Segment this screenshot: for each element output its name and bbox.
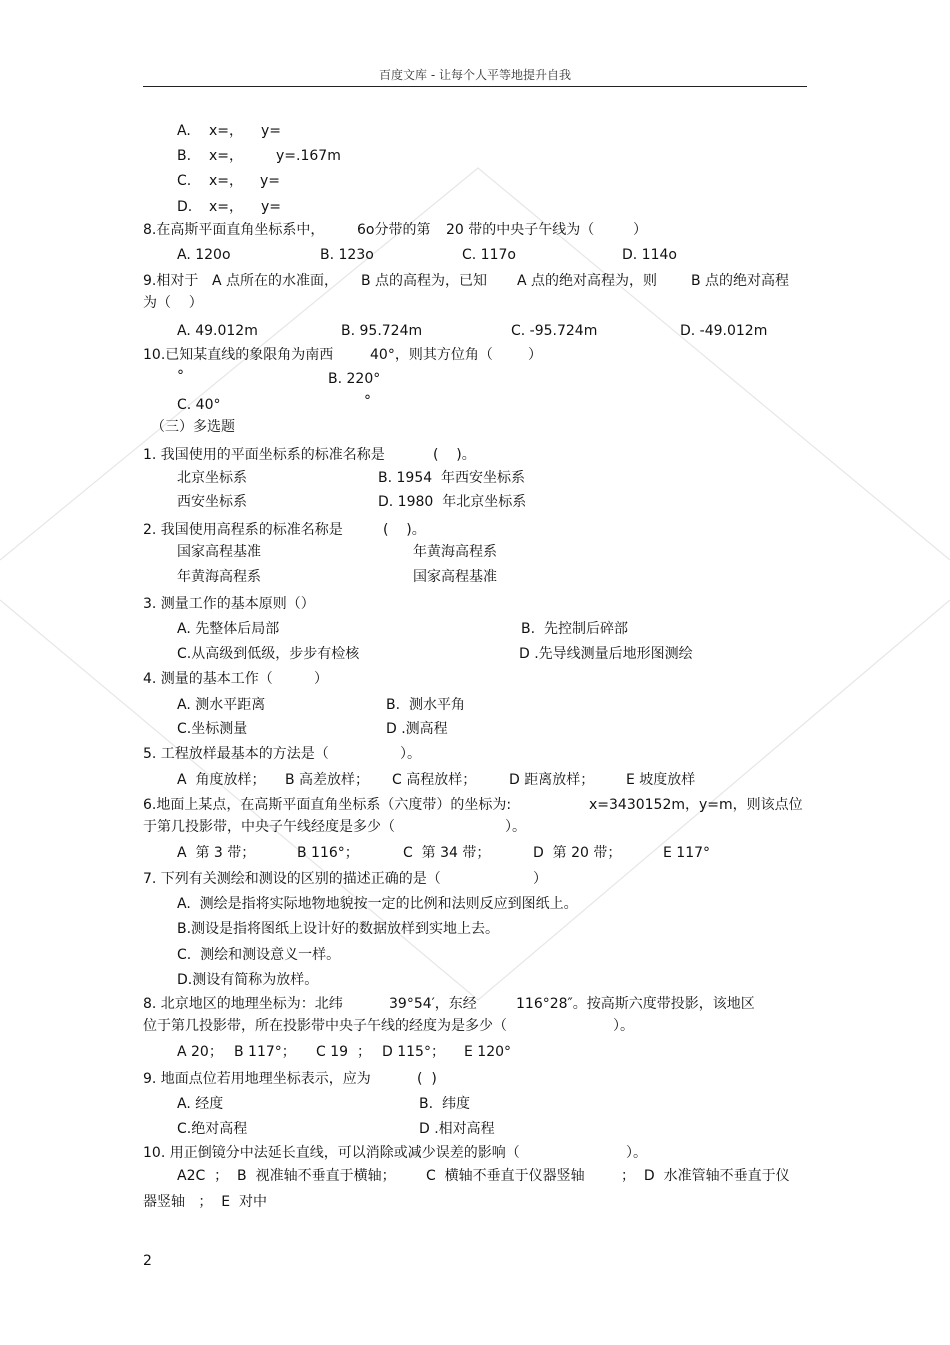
question-stem: 4. 测量的基本工作（ [143,671,273,687]
header-rule [143,86,807,87]
question-stem: ( )。 [383,522,426,538]
option: A. 经度 [177,1096,224,1112]
page-number: 2 [143,1253,152,1269]
option: C. 测绘和测设意义一样。 [177,947,341,963]
option: B. 测水平角 [386,697,465,713]
question-stem: ( )。 [433,447,476,463]
question-stem: 3. 测量工作的基本原则（） [143,596,315,612]
option: 西安坐标系 [177,494,247,510]
option: D. 114o [622,247,677,263]
option: B 117°； [234,1044,296,1060]
question-stem: B 点的高程为，已知 [361,273,488,289]
option: A 20； [177,1044,223,1060]
page-header: 百度文库 - 让每个人平等地提升自我 [379,68,571,82]
option-y: y= [260,173,281,189]
question-stem: 6.地面上某点，在高斯平面直角坐标系（六度带）的坐标为: [143,797,512,813]
option: C.从高级到低级，步步有检核 [177,646,360,662]
option: E 坡度放样 [626,772,696,788]
question-stem: 7. 下列有关测绘和测设的区别的描述正确的是（ [143,871,441,887]
option-x: x=， [209,199,244,215]
question-stem: 1. 我国使用的平面坐标系的标准名称是 [143,447,385,463]
option: B. 95.724m [341,323,423,339]
option: 国家高程基准 [413,569,497,585]
question-stem: 6o分带的第 [357,222,431,238]
option: C 横轴不垂直于仪器竖轴 [426,1168,585,1184]
question-stem: 5. 工程放样最基本的方法是（ [143,746,329,762]
option: A. 120o [177,247,231,263]
option-x: x=， [209,148,244,164]
option: B. 1954 年西安坐标系 [378,470,526,486]
question-stem: 10. 用正倒镜分中法延长直线，可以消除或减少误差的影响（ [143,1145,520,1161]
option: A 第 3 带； [177,845,256,861]
question-stem: ）。 [626,1145,647,1161]
option: C.绝对高程 [177,1121,248,1137]
question-stem: 8. 北京地区的地理坐标为：北纬 [143,996,343,1012]
question-stem: 于第几投影带，中央子午线经度是多少（ [143,819,395,835]
option: ° [364,393,371,409]
question-stem: ）。 [505,819,526,835]
option: ； D 水准管轴不垂直于仪 [621,1168,790,1184]
option-y: y= [261,199,282,215]
option: E 120° [464,1044,512,1060]
option: C 19 ； [316,1044,371,1060]
option: D 第 20 带； [533,845,622,861]
option: E 117° [663,845,711,861]
option-x: x=， [209,123,244,139]
option: D. 1980 年北京坐标系 [378,494,527,510]
question-stem: B 点的绝对高程 [691,273,790,289]
option-letter: B. [177,148,192,164]
option: D.测设有简称为放样。 [177,972,319,988]
option-letter: C. [177,173,192,189]
question-stem: 39°54′，东经 [389,996,477,1012]
question-stem: 位于第几投影带，所在投影带中央子午线的经度为是多少（ [143,1018,507,1034]
option: A. 测水平距离 [177,697,266,713]
question-stem: 40°，则其方位角（ [370,347,493,363]
option: D .相对高程 [419,1121,495,1137]
question-stem: 9. 地面点位若用地理坐标表示，应为 [143,1071,371,1087]
option: D 距离放样； [509,772,595,788]
option: C.坐标测量 [177,721,248,737]
option-y: y= [261,123,282,139]
question-stem: ）。 [613,1018,634,1034]
option: D. -49.012m [680,323,768,339]
option: A. 49.012m [177,323,258,339]
option: B. 123o [320,247,374,263]
option: D 115°； [382,1044,445,1060]
question-stem: x=3430152m，y=m，则该点位 [589,797,803,813]
option: C 高程放样； [392,772,477,788]
option: C. 117o [462,247,516,263]
option: 年黄海高程系 [413,544,497,560]
option-letter: A. [177,123,191,139]
option: 器竖轴 ； E 对中 [143,1194,267,1210]
option: A. 测绘是指将实际地物地貌按一定的比例和法则反应到图纸上。 [177,896,578,912]
option: A2C ； B 视准轴不垂直于横轴； [177,1168,396,1184]
option: C 第 34 带； [403,845,491,861]
option: A 角度放样； [177,772,266,788]
question-stem: 2. 我国使用高程系的标准名称是 [143,522,343,538]
question-stem: ） [528,347,542,363]
question-stem: A 点所在的水准面， [212,273,339,289]
question-stem: ） [633,222,647,238]
option: D .先导线测量后地形图测绘 [519,646,693,662]
question-stem: 116°28″。按高斯六度带投影，该地区 [516,996,755,1012]
section-title: （三）多选题 [151,419,235,435]
option: B. 220° [328,371,381,387]
option: B 116°； [297,845,359,861]
option: 北京坐标系 [177,470,247,486]
question-stem: 10.已知某直线的象限角为南西 [143,347,334,363]
question-stem: ( ) [417,1071,437,1087]
question-stem: ） [533,871,547,887]
question-stem: 20 带的中央子午线为（ [446,222,595,238]
option: B. 先控制后碎部 [521,621,628,637]
question-stem: 8.在高斯平面直角坐标系中， [143,222,325,238]
option: D .测高程 [386,721,448,737]
option: 国家高程基准 [177,544,261,560]
option-x: x=， [209,173,244,189]
question-stem: A 点的绝对高程为，则 [517,273,658,289]
question-stem: ） [314,671,328,687]
option: C. 40° [177,397,221,413]
option-letter: D. [177,199,193,215]
question-stem: ）。 [400,746,421,762]
option: 年黄海高程系 [177,569,261,585]
option: C. -95.724m [511,323,598,339]
option: ° [177,368,184,384]
question-stem: 为（ ） [143,295,203,311]
question-stem: 9.相对于 [143,273,199,289]
option: B 高差放样； [285,772,370,788]
option: B. 纬度 [419,1096,470,1112]
option: B.测设是指将图纸上设计好的数据放样到实地上去。 [177,921,500,937]
option-y: y=.167m [276,148,341,164]
option: A. 先整体后局部 [177,621,280,637]
